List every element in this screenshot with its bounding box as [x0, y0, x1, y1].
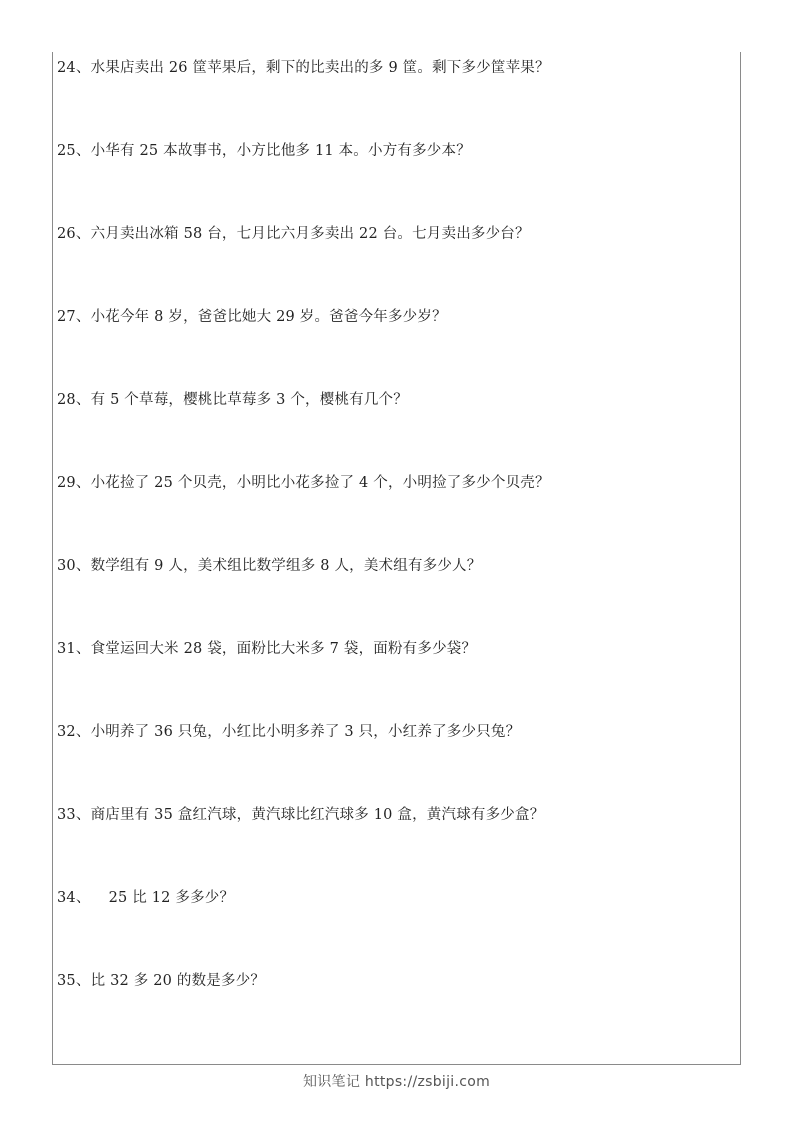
- question-28: [57, 390, 408, 410]
- question-number: 26、: [57, 226, 91, 242]
- question-number: 30、: [57, 558, 91, 574]
- question-33: [57, 805, 544, 825]
- question-number: 27、: [57, 309, 91, 325]
- question-text: 食堂运回大米 28 袋，面粉比大米多 7 袋，面粉有多少袋？: [90, 641, 477, 657]
- question-29: [57, 473, 550, 493]
- question-number: 24、: [57, 60, 91, 76]
- question-35: [57, 971, 265, 991]
- question-text: 小明养了 36 只兔，小红比小明多养了 3 只，小红养了多少只兔？: [90, 724, 521, 740]
- question-text: 小华有 25 本故事书，小方比他多 11 本。小方有多少本？: [90, 143, 471, 159]
- question-number: 28、: [57, 392, 91, 408]
- footer-watermark: 知识笔记 https://zsbiji.com: [302, 1074, 491, 1090]
- question-27: [57, 307, 447, 327]
- question-30: [57, 556, 481, 576]
- question-text: 小花今年 8 岁，爸爸比她大 29 岁。爸爸今年多少岁？: [90, 309, 447, 325]
- question-text: 小花捡了 25 个贝壳，小明比小花多捡了 4 个，小明捡了多少个贝壳？: [90, 475, 550, 491]
- question-text: 比 32 多 20 的数是多少？: [90, 973, 266, 989]
- question-number: 31、: [57, 641, 91, 657]
- question-text: 水果店卖出 26 筐苹果后，剩下的比卖出的多 9 筐。剩下多少筐苹果？: [90, 60, 550, 76]
- question-number: 25、: [57, 143, 91, 159]
- question-number: 32、: [57, 724, 91, 740]
- question-text: 商店里有 35 盒红汽球，黄汽球比红汽球多 10 盒，黄汽球有多少盒？: [90, 807, 545, 823]
- question-text: 25 比 12 多多少？: [108, 890, 235, 906]
- question-number: 29、: [57, 475, 91, 491]
- question-number: 34、: [57, 890, 91, 906]
- question-text: 有 5 个草莓，樱桃比草莓多 3 个，樱桃有几个？: [90, 392, 408, 408]
- question-32: [57, 722, 520, 742]
- question-31: [57, 639, 476, 659]
- question-text: 六月卖出冰箱 58 台，七月比六月多卖出 22 台。七月卖出多少台？: [90, 226, 530, 242]
- question-text: 数学组有 9 人，美术组比数学组多 8 人，美术组有多少人？: [90, 558, 482, 574]
- question-number: 33、: [57, 807, 91, 823]
- question-number: 35、: [57, 973, 91, 989]
- question-25: [57, 141, 471, 161]
- question-26: [57, 224, 530, 244]
- question-24: [57, 58, 550, 78]
- question-34: [57, 888, 234, 908]
